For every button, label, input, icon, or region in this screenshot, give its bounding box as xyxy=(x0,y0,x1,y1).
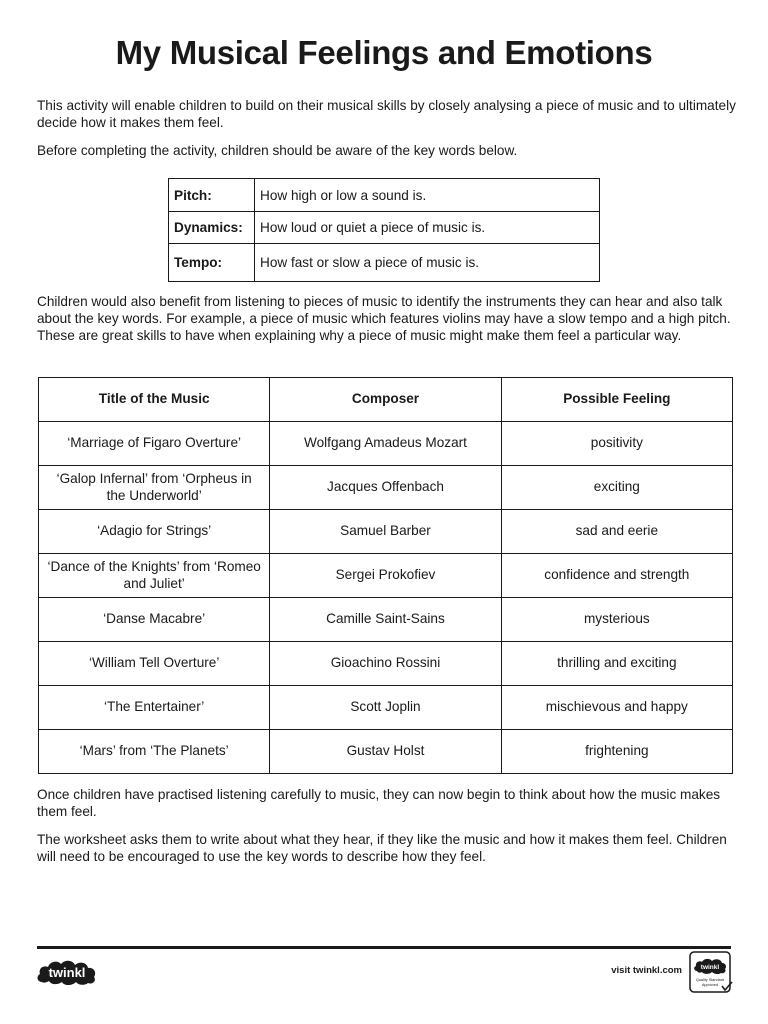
badge-line-1: Quality Standard xyxy=(695,978,725,982)
music-table xyxy=(38,377,733,774)
feeling-cell: mischievous and happy xyxy=(501,686,732,730)
logo-wordmark: twinkl xyxy=(48,965,86,980)
composer-cell: Jacques Offenbach xyxy=(270,466,501,510)
feeling-cell: frightening xyxy=(501,730,732,774)
music-title-cell: ‘The Entertainer’ xyxy=(39,686,270,730)
intro-paragraph: This activity will enable children to build on their musical skills by closely analysing a piece of music and to ultimately decide how it makes them feel. xyxy=(37,98,736,130)
badge-brand: twinkl xyxy=(700,964,720,971)
key-words-table xyxy=(168,178,600,282)
music-title-cell: ‘Galop Infernal’ from ‘Orpheus in the Underworld’ xyxy=(39,466,270,510)
badge-line-2: Approved xyxy=(701,983,719,987)
quality-badge-icon xyxy=(689,951,733,993)
composer-cell: Wolfgang Amadeus Mozart xyxy=(270,422,501,466)
visit-link[interactable]: visit twinkl.com xyxy=(611,965,682,976)
music-title-cell: ‘Danse Macabre’ xyxy=(39,598,270,642)
worksheet-paragraph: The worksheet asks them to write about what they hear, if they like the music and how it makes them feel. Children will need to be encouraged to use the key words to describe how they feel. xyxy=(37,832,727,864)
music-title-cell: ‘William Tell Overture’ xyxy=(39,642,270,686)
header-composer: Composer xyxy=(270,378,501,422)
header-title: Title of the Music xyxy=(39,378,270,422)
table-row xyxy=(39,510,733,554)
key-word-row xyxy=(169,244,600,282)
listening-paragraph: Children would also benefit from listening to pieces of music to identify the instruments they can hear and also talk about the key words. For example, a piece of music which features violins may have a slow tempo and a high pitch. These are great skills to have when explaining why a piece of music might make them feel a particular way. xyxy=(37,294,731,343)
composer-cell: Gustav Holst xyxy=(270,730,501,774)
header-feeling: Possible Feeling xyxy=(501,378,732,422)
before-paragraph: Before completing the activity, children should be aware of the key words below. xyxy=(37,143,518,158)
composer-cell: Scott Joplin xyxy=(270,686,501,730)
key-word-term: Tempo: xyxy=(169,244,255,282)
feeling-cell: confidence and strength xyxy=(501,554,732,598)
key-word-row xyxy=(169,212,600,244)
footer-divider xyxy=(37,946,731,949)
key-word-term: Dynamics: xyxy=(169,212,255,244)
music-title-cell: ‘Adagio for Strings’ xyxy=(39,510,270,554)
composer-cell: Camille Saint-Sains xyxy=(270,598,501,642)
table-row xyxy=(39,554,733,598)
feeling-cell: thrilling and exciting xyxy=(501,642,732,686)
key-word-term: Pitch: xyxy=(169,179,255,212)
table-header-row xyxy=(39,378,733,422)
page-title: My Musical Feelings and Emotions xyxy=(115,34,653,71)
music-title-cell: ‘Marriage of Figaro Overture’ xyxy=(39,422,270,466)
key-word-definition: How loud or quiet a piece of music is. xyxy=(255,212,600,244)
feeling-cell: sad and eerie xyxy=(501,510,732,554)
composer-cell: Samuel Barber xyxy=(270,510,501,554)
table-row xyxy=(39,642,733,686)
key-word-definition: How fast or slow a piece of music is. xyxy=(255,244,600,282)
table-row xyxy=(39,422,733,466)
table-row xyxy=(39,730,733,774)
music-title-cell: ‘Dance of the Knights’ from ‘Romeo and Juliet’ xyxy=(39,554,270,598)
feeling-cell: mysterious xyxy=(501,598,732,642)
table-row xyxy=(39,466,733,510)
key-word-row xyxy=(169,179,600,212)
feeling-cell: exciting xyxy=(501,466,732,510)
composer-cell: Sergei Prokofiev xyxy=(270,554,501,598)
music-title-cell: ‘Mars’ from ‘The Planets’ xyxy=(39,730,270,774)
practised-paragraph: Once children have practised listening carefully to music, they can now begin to think about how the music makes them feel. xyxy=(37,787,721,819)
twinkl-logo[interactable] xyxy=(36,955,98,987)
feeling-cell: positivity xyxy=(501,422,732,466)
table-row xyxy=(39,686,733,730)
key-word-definition: How high or low a sound is. xyxy=(255,179,600,212)
composer-cell: Gioachino Rossini xyxy=(270,642,501,686)
table-row xyxy=(39,598,733,642)
